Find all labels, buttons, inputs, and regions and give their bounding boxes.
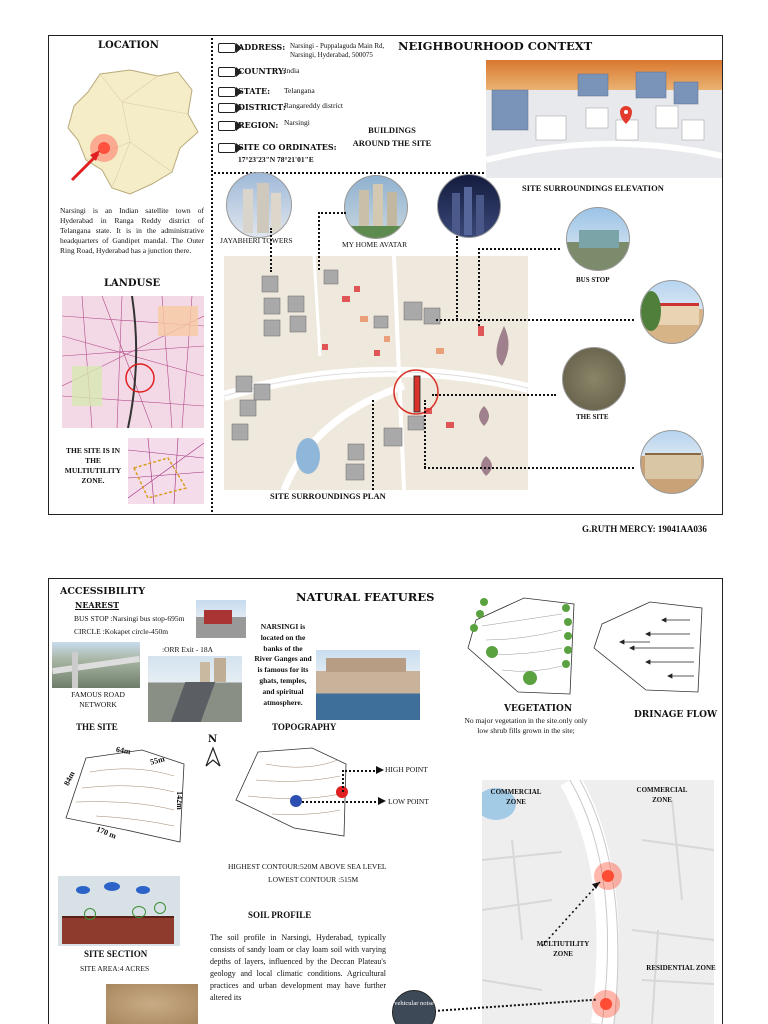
drainage-diagram <box>590 596 710 696</box>
address-value: Narsingi - Puppalaguda Main Rd, Narsingi, Hyderabad, 500075 <box>290 42 385 59</box>
site-area: SITE AREA:4 ACRES <box>80 964 150 973</box>
dim-170: 170 m <box>95 824 118 841</box>
connector-line <box>424 467 634 469</box>
district-value: Rangareddy district <box>284 101 343 110</box>
buildings-around-label: BUILDINGS AROUND THE SITE <box>352 125 432 148</box>
location-title: LOCATION <box>98 40 159 51</box>
soil-profile-text: The soil profile in Narsingi, Hyderabad, typically consists of sandy loam or clay loam soil with varying depths of layers, influenced by the Deccan Plateau's geology and local climatic conditions. Agricultural practices and urban development may have further altered its <box>210 933 386 1002</box>
connector-line <box>372 400 374 490</box>
riverside-photo <box>316 650 420 720</box>
info-address: ADDRESS: <box>218 42 285 53</box>
arrow-icon <box>376 766 384 774</box>
elevation-render <box>486 60 722 178</box>
arrow-icon <box>218 143 236 153</box>
multiutility-zone: MULTIUTILITY ZONE <box>536 940 590 958</box>
high-point-label: HIGH POINT <box>385 765 428 774</box>
dim-142: 142m <box>174 791 184 810</box>
dim-64: 64m <box>115 744 132 757</box>
arrow-icon <box>378 797 386 805</box>
topography-title: TOPOGRAPHY <box>272 722 337 732</box>
state-value: Telangana <box>284 86 315 95</box>
info-region: REGION: <box>218 120 278 131</box>
info-coords: SITE CO ORDINATES: <box>218 142 337 153</box>
circle-distance: CIRCLE :Kokapet circle-450m <box>74 627 169 636</box>
bus-stop-distance: BUS STOP :Narsingi bus stop-695m <box>74 614 185 623</box>
sheet-title: NEIGHBOURHOOD CONTEXT <box>398 39 593 53</box>
famous-road-label: FAMOUS ROAD NETWORK <box>71 690 125 709</box>
topography-diagram <box>232 744 352 840</box>
landuse-title: LANDUSE <box>104 278 161 289</box>
tower2-label: MY HOME AVATAR <box>342 240 408 249</box>
connector-line <box>302 801 380 803</box>
the-site-title: THE SITE <box>76 722 118 732</box>
connector-line <box>270 228 272 272</box>
nearest-label: NEAREST <box>75 600 120 610</box>
accessibility-title: ACCESSIBILITY <box>60 586 146 597</box>
orr-label: :ORR Exit - 18A <box>162 645 214 654</box>
vegetation-note: No major vegetation in the site.only only low shrub fills grown in the site; <box>464 716 588 735</box>
arrow-icon <box>218 87 236 97</box>
commercial-zone-1: COMMERCIAL ZONE <box>490 788 542 806</box>
residential-zone: RESIDENTIAL ZONE <box>646 964 716 972</box>
connector-line <box>318 212 320 270</box>
connector-line <box>478 248 560 250</box>
arrow-icon <box>218 43 236 53</box>
highest-contour: HIGHEST CONTOUR:520M ABOVE SEA LEVEL <box>228 862 387 871</box>
tower3-photo <box>437 174 501 238</box>
coords-value: 17°23'23"N 78°21'01"E <box>238 155 314 164</box>
connector-line <box>436 319 634 321</box>
tower1-label: JAYABHERI TOWERS <box>220 236 293 245</box>
school-photo <box>640 280 704 344</box>
commercial-zone-2: COMMERCIAL ZONE <box>636 786 688 804</box>
author: G.RUTH MERCY: 19041AA036 <box>582 524 707 534</box>
low-point-label: LOW POINT <box>388 797 429 806</box>
connector-line <box>318 212 346 214</box>
landuse-note: THE SITE IS IN THE MULTIUTILITY ZONE. <box>64 446 122 485</box>
connector-line <box>424 400 426 468</box>
connector-line <box>342 770 378 772</box>
tower1-photo <box>226 172 292 238</box>
telangana-map <box>60 62 206 202</box>
vegetation-title: VEGETATION <box>504 704 573 714</box>
region-value: Narsingi <box>284 118 310 127</box>
tower2-photo <box>344 175 408 239</box>
soil-profile-title: SOIL PROFILE <box>248 910 312 920</box>
bus-stop-photo-2 <box>196 600 246 638</box>
vehicular-noise-label: vehicular noise <box>394 1000 434 1007</box>
narsingi-note: NARSINGI is located on the banks of the River Ganges and is famous for its ghats, temples, and spiritual atmosphere. <box>254 622 312 707</box>
connector-line <box>456 236 458 320</box>
zoning-map <box>482 780 714 1024</box>
location-description: Narsingi is an Indian satellite town of Hyderabad in Ranga Reddy district of Telangana state. It is in the administrative headquarters of Gandipet mandal. The Outer Ring Road, Hyderabad has a junction there. <box>60 206 204 255</box>
site-label: THE SITE <box>576 413 609 421</box>
connector-line <box>478 248 480 326</box>
bus-stop-photo <box>566 207 630 271</box>
drainage-title: DRINAGE FLOW <box>634 710 718 720</box>
natural-features-title: NATURAL FEATURES <box>296 590 435 604</box>
landuse-map <box>62 296 204 428</box>
lowest-contour: LOWEST CONTOUR :515M <box>268 875 359 884</box>
site-surroundings-plan <box>224 256 528 490</box>
plan-caption: SITE SURROUNDINGS PLAN <box>270 491 386 501</box>
north-label: N <box>208 734 218 745</box>
connector-line <box>342 770 344 792</box>
arrow-icon <box>218 121 236 131</box>
divider <box>211 38 213 512</box>
info-country: COUNTRY: <box>218 66 286 77</box>
info-district: DISTRICT: <box>218 102 286 113</box>
site-section-title: SITE SECTION <box>84 949 148 959</box>
commercial-photo <box>640 430 704 494</box>
dim-55: 55m <box>149 754 166 767</box>
site-section-drawing <box>58 876 180 946</box>
info-state: STATE: <box>218 86 270 97</box>
north-arrow-icon <box>204 746 222 768</box>
arrow-icon <box>218 103 236 113</box>
road-network-photo <box>52 642 140 688</box>
orr-photo <box>148 656 242 722</box>
bus-stop-label: BUS STOP <box>576 276 610 284</box>
landuse-zone-map <box>128 438 204 504</box>
connector-line <box>432 394 556 396</box>
arrow-icon <box>218 67 236 77</box>
dim-84: 84m <box>62 769 77 788</box>
soil-photo <box>106 984 198 1024</box>
elevation-caption: SITE SURROUNDINGS ELEVATION <box>522 183 664 193</box>
site-aerial-photo <box>562 347 626 411</box>
vegetation-diagram <box>462 590 580 700</box>
country-value: India <box>284 66 300 75</box>
